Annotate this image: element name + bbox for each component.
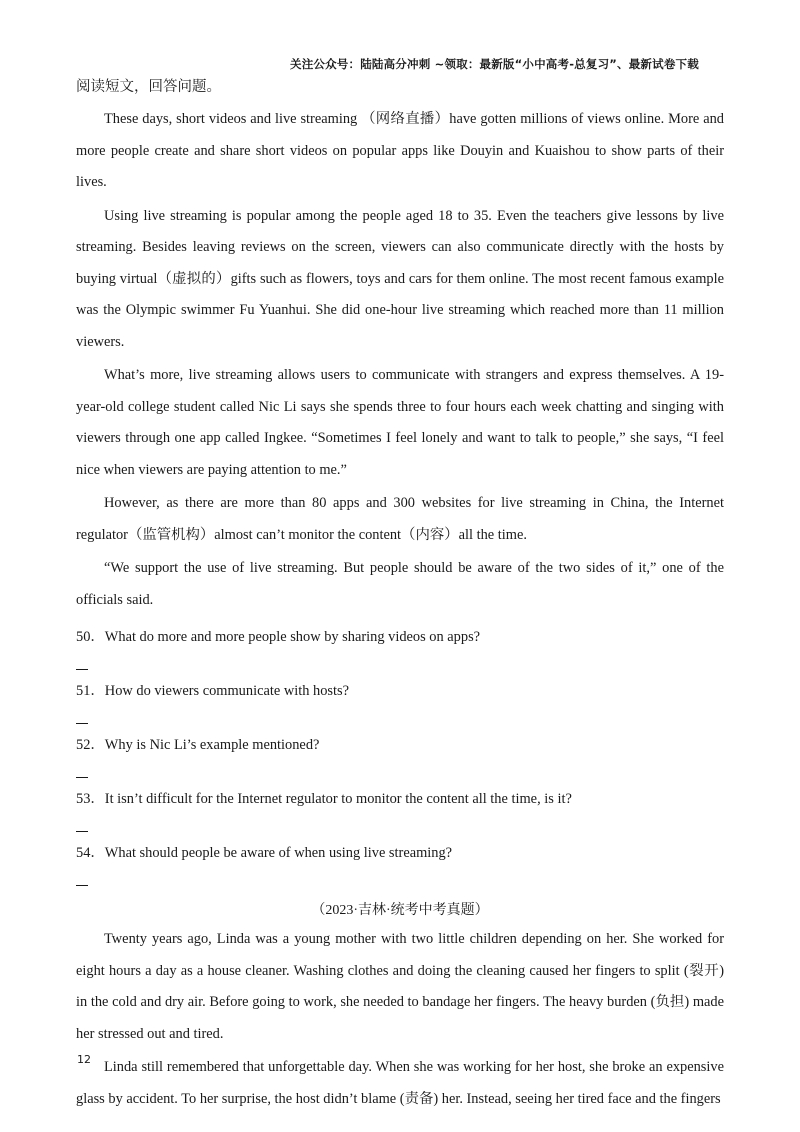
question-number: 53． — [76, 791, 105, 807]
question-number: 52． — [76, 737, 105, 753]
question-text — [76, 844, 724, 862]
answer-line[interactable] — [76, 723, 88, 724]
question-item — [76, 628, 724, 670]
paragraph: What’s more, live streaming allows users to communicate with strangers and express themselves. A 19-year-old college student called Nic Li says she spends three to four hours each week chatting and singing with viewers through one app called Ingkee. “Sometimes I feel lonely and want to talk to people,” she says, “I feel nice when viewers are paying attention to me.” — [76, 367, 724, 478]
passage-2 — [76, 924, 724, 1115]
question-item — [76, 682, 724, 724]
passage-1 — [76, 104, 724, 616]
page-number: 12 — [77, 1053, 91, 1066]
question-text — [76, 736, 724, 754]
question-prompt: Why is Nic Li’s example mentioned? — [104, 737, 320, 753]
answer-line[interactable] — [76, 831, 88, 832]
paragraph: “We support the use of live streaming. But people should be aware of the two sides of it,” one of the officials said. — [76, 560, 724, 608]
paragraph: However, as there are more than 80 apps and 300 websites for live streaming in China, the Internet regulator（监管机构）almost can’t monitor the content（内容）all the time. — [76, 495, 724, 543]
paragraph: Twenty years ago, Linda was a young mother with two little children depending on her. She worked for eight hours a day as a house cleaner. Washing clothes and doing the cleaning caused her fingers to split (裂开) in the cold and dry air. Before going to work, she needed to bandage her fingers. The heavy burden (负担) made her stressed out and tired. — [76, 931, 724, 1042]
answer-line[interactable] — [76, 777, 88, 778]
question-text — [76, 790, 724, 808]
document-body — [76, 78, 724, 1117]
question-item — [76, 736, 724, 778]
question-prompt: What should people be aware of when using live streaming? — [104, 845, 453, 861]
question-item — [76, 844, 724, 886]
answer-line[interactable] — [76, 669, 88, 670]
paragraph: Using live streaming is popular among the people aged 18 to 35. Even the teachers give lessons by live streaming. Besides leaving reviews on the screen, viewers can also communicate directly with the hosts by buying virtual（虚拟的）gifts such as flowers, toys and cars for them online. The most recent famous example was the Olympic swimmer Fu Yuanhui. She did one-hour live streaming which reached more than 11 million viewers. — [76, 207, 724, 350]
question-list — [76, 628, 724, 886]
question-number: 54． — [76, 845, 105, 861]
instruction: 阅读短文，回答问题。 — [76, 79, 221, 95]
paragraph: These days, short videos and live streaming （网络直播）have gotten millions of views online. More and more people create and share short videos on popular apps like Douyin and Kuaishou to show parts of their lives. — [76, 111, 724, 190]
question-prompt: It isn’t difficult for the Internet regulator to monitor the content all the time, is it? — [104, 791, 572, 807]
question-number: 50． — [76, 629, 105, 645]
paragraph: Linda still remembered that unforgettable day. When she was working for her host, she broke an expensive glass by accident. To her surprise, the host didn’t blame (责备) her. Instead, seeing her tired face and the fingers — [76, 1059, 724, 1107]
answer-line[interactable] — [76, 885, 88, 886]
source-citation: （2023·吉林·统考中考真题） — [311, 903, 489, 918]
question-number: 51． — [76, 683, 105, 699]
question-prompt: How do viewers communicate with hosts? — [104, 683, 349, 699]
question-item — [76, 790, 724, 832]
question-prompt: What do more and more people show by sharing videos on apps? — [104, 629, 481, 645]
question-text — [76, 628, 724, 646]
question-text — [76, 682, 724, 700]
page-header: 关注公众号：陆陆高分冲刺 ~领取：最新版“小中高考-总复习”、最新试卷下载 — [290, 57, 699, 71]
